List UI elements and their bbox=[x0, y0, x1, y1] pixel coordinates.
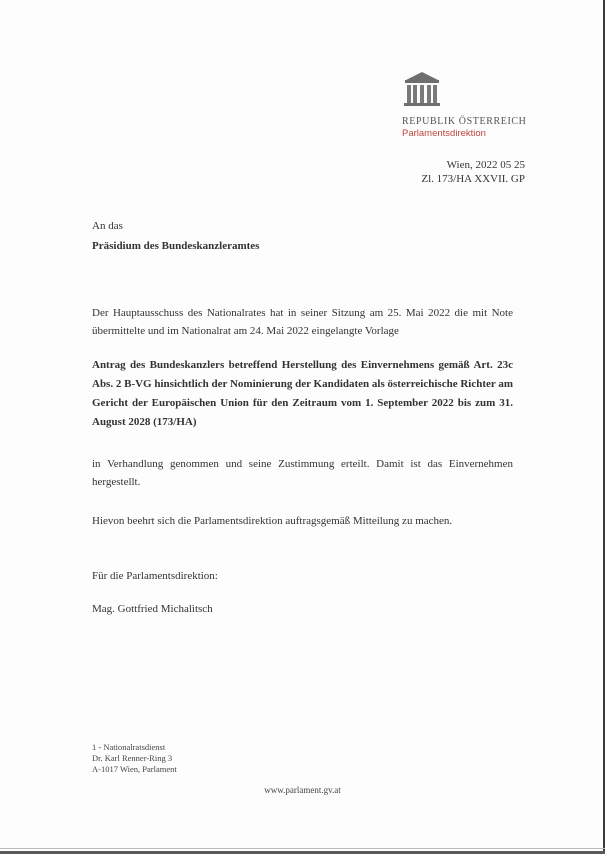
city-line: A-1017 Wien, Parlament bbox=[92, 764, 177, 774]
addressee-line-1: An das bbox=[92, 220, 123, 232]
reference-number: Zl. 173/HA XXVII. GP bbox=[421, 173, 525, 185]
body-paragraph-1: Der Hauptausschuss des Nationalrates hat in seiner Sitzung am 25. Mai 2022 die mit Note übermittelte und im Nationalrat am 24. Mai 2022 eingelangte Vorlage bbox=[92, 307, 513, 337]
footer-address bbox=[92, 742, 177, 775]
body-paragraph-3: in Verhandlung genommen und seine Zustimmung erteilt. Damit ist das Einvernehmen hergestellt. bbox=[92, 458, 513, 488]
body-paragraph-motion: Antrag des Bundeskanzlers betreffend Herstellung des Einvernehmens gemäß Art. 23c Abs. 2 B-VG hinsichtlich der Nominierung der Kandidaten als österreichische Richter am Gericht der Europäischen Union für den Zeitraum vom 1. September 2022 bis zum 31. August 2028 (173/HA) bbox=[92, 359, 513, 428]
website-link[interactable]: www.parlament.gv.at bbox=[264, 785, 341, 795]
body-paragraph-4: Hievon beehrt sich die Parlamentsdirektion auftragsgemäß Mitteilung zu machen. bbox=[92, 515, 453, 527]
addressee-line-2: Präsidium des Bundeskanzleramtes bbox=[92, 240, 260, 252]
organization-name: REPUBLIK ÖSTERREICH bbox=[402, 116, 527, 127]
letter-meta bbox=[421, 158, 525, 186]
place-date: Wien, 2022 05 25 bbox=[446, 159, 525, 171]
signer-name: Mag. Gottfried Michalitsch bbox=[92, 603, 213, 615]
street-line: Dr. Karl Renner-Ring 3 bbox=[92, 753, 173, 763]
parliament-building-icon bbox=[402, 70, 442, 108]
scan-edge-line bbox=[0, 848, 605, 849]
department-name: Parlamentsdirektion bbox=[402, 128, 486, 139]
closing-line: Für die Parlamentsdirektion: bbox=[92, 570, 218, 582]
distribution-line: 1 - Nationalratsdienst bbox=[92, 742, 166, 752]
